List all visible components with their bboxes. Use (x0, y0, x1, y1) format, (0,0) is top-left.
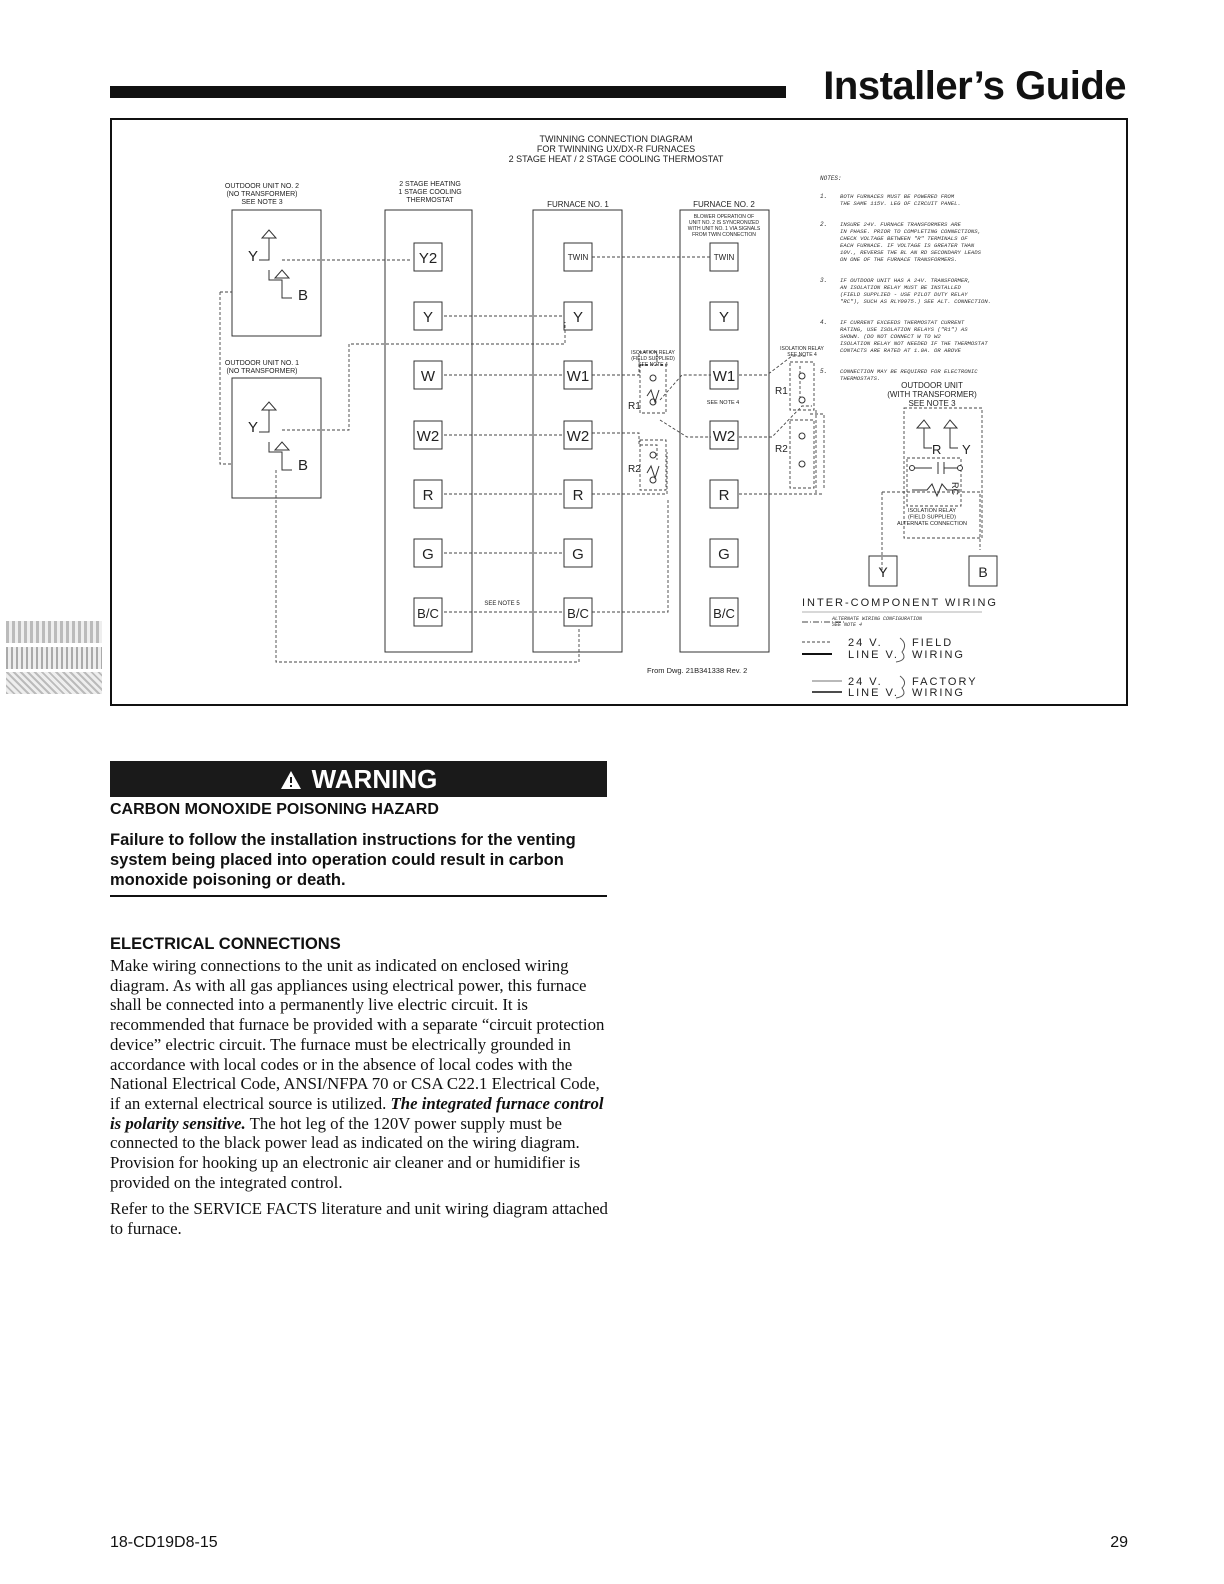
legend-alt-line: SEE NOTE 4 (832, 622, 863, 628)
note-line: IN PHASE. PRIOR TO COMPLETING CONNECTIONS, (840, 228, 981, 235)
terminal-label: Y (422, 309, 434, 326)
section-heading: ELECTRICAL CONNECTIONS (110, 935, 341, 953)
note-number: 3. (820, 277, 828, 284)
furnace-1-label: FURNACE NO. 1 (547, 200, 609, 209)
legend-24v: 24 V. (848, 637, 883, 649)
legend-field: FIELD (912, 637, 954, 649)
note-line: BOTH FURNACES MUST BE POWERED FROM (840, 193, 955, 200)
index-tab (6, 672, 102, 694)
note-line: ON ONE OF THE FURNACE TRANSFORMERS. (840, 256, 958, 263)
terminal-label: B/C (567, 606, 589, 621)
see-note-4: SEE NOTE 4 (706, 400, 740, 406)
note-line: (FIELD SUPPLIED - USE PILOT DUTY RELAY (840, 291, 968, 298)
legend-title: INTER-COMPONENT WIRING (802, 597, 998, 609)
note-line: INSURE 24V. FURNACE TRANSFORMERS ARE (840, 221, 961, 228)
note-line: SHOWN. (DO NOT CONNECT W TO W2 (840, 333, 941, 340)
note-line: CONNECTION MAY BE REQUIRED FOR ELECTRONIC (840, 368, 978, 375)
alt-relay-label: ALTERNATE CONNECTION (896, 521, 968, 527)
outdoor-unit-tx-label: SEE NOTE 3 (908, 399, 956, 408)
terminal-b-label: B (298, 457, 309, 474)
terminal-label: Y (878, 564, 888, 580)
alt-relay-label: ISOLATION RELAY (907, 508, 957, 514)
terminal-label: B (978, 564, 988, 580)
relay-label: R2 (775, 444, 788, 455)
note-number: 1. (820, 193, 828, 200)
terminal-label: G (572, 546, 584, 563)
blower-note (688, 214, 761, 238)
note-line: CHECK VOLTAGE BETWEEN "R" TERMINALS OF (840, 235, 968, 242)
relay-label: R1 (628, 401, 641, 412)
terminal-label: W2 (566, 428, 590, 445)
text-span: The hot leg of the 120V power supply must be connected to the black power lead as indicated on the wiring diagram. Provision for hooking up an electronic air cleaner and or humidifier is provided on the integrated control. (110, 1113, 581, 1192)
blower-note-line: BLOWER OPERATION OF (693, 214, 755, 220)
terminal-y-label: Y (248, 248, 259, 265)
isolation-relay-1-label: (FIELD SUPPLIED) (631, 356, 675, 362)
terminal-label: G (718, 546, 730, 563)
thermostat-terminals (414, 243, 442, 626)
diagram-notes (820, 175, 991, 382)
thermostat-label (398, 181, 461, 204)
furnace-2-label: FURNACE NO. 2 (693, 200, 755, 209)
warning-heading: WARNING (311, 764, 438, 794)
rc-label: RC (950, 482, 960, 495)
legend-line-v: LINE V. (848, 649, 899, 661)
header-rule (110, 86, 786, 98)
note-number: 2. (820, 221, 828, 228)
terminal-label: Y (718, 309, 730, 326)
legend-line-v: LINE V. (848, 687, 899, 699)
isolation-relay-2 (790, 362, 824, 488)
furnace-1-terminals (564, 243, 592, 626)
isolation-relay-1 (640, 365, 666, 490)
outdoor-unit-2-label: SEE NOTE 3 (241, 199, 283, 206)
terminal-label: B/C (713, 606, 735, 621)
relay-label: R1 (775, 386, 788, 397)
thermostat-label-line: THERMOSTAT (406, 197, 454, 204)
terminal-y-label: Y (248, 419, 259, 436)
relay-label: R2 (628, 464, 641, 475)
terminal-y-label: Y (962, 442, 971, 457)
isolation-relay-2-label: ISOLATION RELAY (780, 346, 824, 352)
legend-field: WIRING (912, 649, 965, 661)
terminal-label: W2 (416, 428, 440, 445)
wiring-legend (802, 597, 998, 699)
furnace-2-terminals (710, 243, 738, 626)
diagram-title-line: 2 STAGE HEAT / 2 STAGE COOLING THERMOSTAT (508, 154, 724, 164)
legend-24v: 24 V. (848, 676, 883, 688)
blower-note-line: WITH UNIT NO. 1 VIA SIGNALS (687, 226, 761, 232)
page-title: Installer’s Guide (823, 64, 1126, 108)
terminal-label: W (420, 368, 436, 385)
legend-alt-line: ALTERNATE WIRING CONFIGURATION (832, 616, 923, 622)
warning-body: Failure to follow the installation instructions for the venting system being placed into operation could result in carbon monoxide poisoning or death. (110, 831, 576, 889)
see-note-5: SEE NOTE 5 (484, 601, 520, 607)
diagram-title-line: TWINNING CONNECTION DIAGRAM (539, 134, 693, 144)
terminal-label: W2 (712, 428, 736, 445)
terminal-label: TWIN (567, 253, 589, 262)
note-number: 5. (820, 368, 828, 375)
document-number: 18-CD19D8-15 (110, 1534, 218, 1551)
outdoor-unit-tx-label: OUTDOOR UNIT (901, 381, 963, 390)
drawing-number: From Dwg. 21B341338 Rev. 2 (647, 666, 748, 675)
diagram-title (509, 134, 724, 164)
outdoor-unit-tx-label: (WITH TRANSFORMER) (887, 390, 977, 399)
warning-triangle-icon (280, 763, 302, 799)
outdoor-unit-1-label: OUTDOOR UNIT NO. 1 (224, 360, 300, 367)
terminal-label: R (422, 487, 434, 504)
isolation-relay-2-label: SEE NOTE 4 (787, 352, 817, 358)
note-line: IF OUTDOOR UNIT HAS A 24V. TRANSFORMER, (840, 277, 971, 284)
warning-subheading: CARBON MONOXIDE POISONING HAZARD (110, 801, 439, 818)
isolation-relay-1-label: ISOLATION RELAY (631, 350, 675, 356)
note-line: ISOLATION RELAY NOT NEEDED IF THE THERMOSTAT (840, 340, 988, 347)
alt-relay-label: (FIELD SUPPLIED) (908, 514, 956, 521)
electrical-body (110, 956, 610, 1246)
terminal-label: W1 (566, 368, 590, 385)
note-line: EACH FURNACE. IF VOLTAGE IS GREATER THAN (840, 242, 975, 249)
isolation-relay-1-label: SEE NOTE 4 (638, 362, 668, 368)
thermostat-label-line: 2 STAGE HEATING (399, 181, 461, 188)
text-span: Make wiring connections to the unit as indicated on enclosed wiring diagram. As with all gas appliances using electrical power, this furnace shall be connected into a permanently live electric circuit. It is recommended that furnace be provided with a separate “circuit protection device” electric circuit. The furnace must be electrically grounded in accordance with local codes or in the absence of local codes with the National Electrical Code, ANSI/NFPA 70 or CSA C22.1 Electrical Code, if an external electrical source is utilized. (110, 956, 605, 1113)
paragraph (110, 956, 610, 1192)
notes-title: NOTES: (820, 175, 842, 182)
terminal-r-label: R (932, 442, 942, 457)
note-line: IF CURRENT EXCEEDS THERMOSTAT CURRENT (840, 319, 965, 326)
note-line: THERMOSTATS. (840, 375, 881, 382)
note-line: "RC"), SUCH AS RLY0975.) SEE ALT. CONNECTION. (840, 298, 992, 305)
terminal-label: R (718, 487, 730, 504)
index-tab (6, 647, 102, 669)
note-number: 4. (820, 319, 828, 326)
thermostat-label-line: 1 STAGE COOLING (398, 189, 462, 196)
terminal-label: Y (572, 309, 584, 326)
warning-rule (110, 895, 607, 897)
warning-banner (110, 761, 607, 797)
outdoor-unit-2-label: OUTDOOR UNIT NO. 2 (224, 183, 300, 190)
note-line: RATING, USE ISOLATION RELAYS ("R1") AS (840, 326, 968, 333)
note-line: THE SAME 115V. LEG OF CIRCUIT PANEL. (840, 200, 961, 207)
blower-note-line: FROM TWIN CONNECTION (692, 232, 756, 238)
terminal-b-label: B (298, 287, 309, 304)
diagram-title-line: FOR TWINNING UX/DX-R FURNACES (536, 144, 696, 154)
terminal-label: R (572, 487, 584, 504)
twinning-wiring-diagram (110, 118, 1128, 706)
index-tab (6, 621, 102, 643)
terminal-label: B/C (417, 606, 439, 621)
outdoor-unit-with-transformer (869, 381, 997, 586)
note-line: AN ISOLATION RELAY MUST BE INSTALLED (840, 284, 961, 291)
terminal-label: G (422, 546, 434, 563)
outdoor-unit-2 (225, 183, 321, 336)
terminal-label: Y2 (418, 250, 438, 267)
paragraph: Refer to the SERVICE FACTS literature and unit wiring diagram attached to furnace. (110, 1199, 608, 1239)
blower-note-line: UNIT NO. 2 IS SYNCRONIZED (689, 220, 759, 226)
terminal-label: TWIN (713, 253, 735, 262)
outdoor-unit-1 (225, 360, 321, 498)
legend-factory: FACTORY (912, 676, 978, 688)
outdoor-unit-1-label: (NO TRANSFORMER) (226, 368, 298, 375)
note-line: 10V., REVERSE THE BL AN RD SECONDARY LEADS (840, 249, 981, 256)
terminal-label: W1 (712, 368, 736, 385)
emphasis-text: The integrated furnace control is polarity sensitive. (110, 1093, 604, 1133)
note-line: CONTACTS ARE RATED AT 1.0A. OR ABOVE (840, 347, 961, 354)
page-number: 29 (1110, 1534, 1128, 1551)
outdoor-unit-2-label: (NO TRANSFORMER) (226, 191, 298, 198)
legend-factory: WIRING (912, 687, 965, 699)
